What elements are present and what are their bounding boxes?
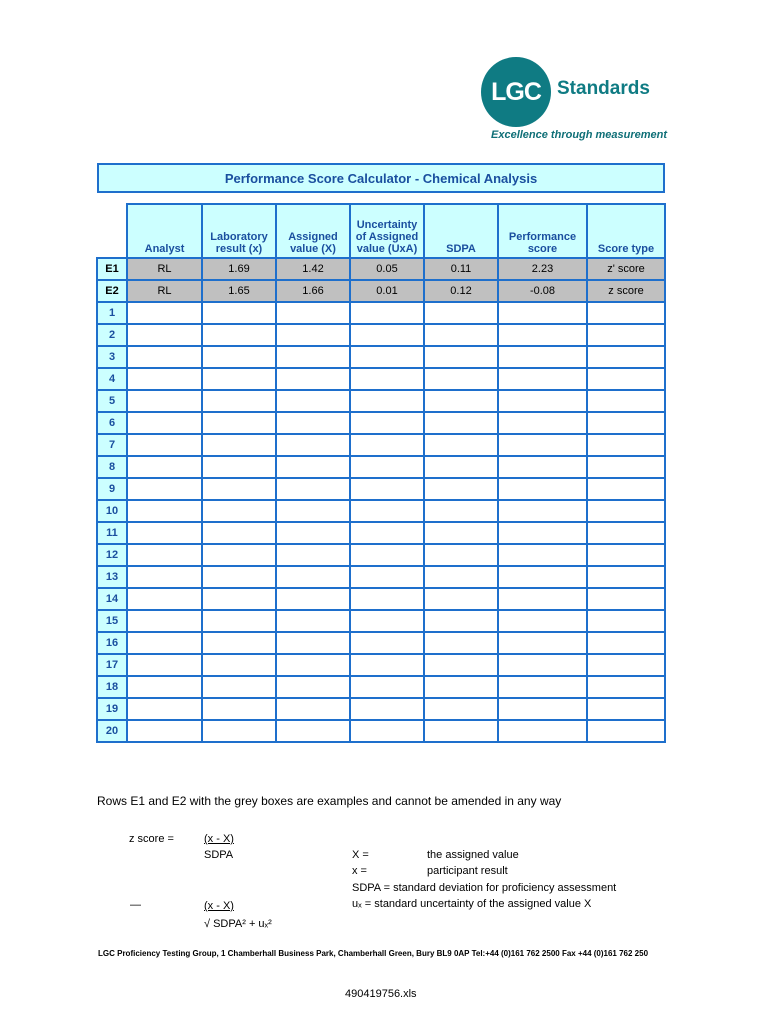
input-cell[interactable] bbox=[350, 456, 424, 478]
input-cell[interactable] bbox=[276, 544, 350, 566]
input-cell[interactable] bbox=[202, 698, 276, 720]
input-cell[interactable] bbox=[127, 654, 202, 676]
input-cell[interactable] bbox=[202, 566, 276, 588]
input-cell[interactable] bbox=[350, 632, 424, 654]
row-label: E1 bbox=[97, 258, 127, 280]
input-cell[interactable] bbox=[276, 720, 350, 742]
input-cell[interactable] bbox=[127, 302, 202, 324]
input-cell[interactable] bbox=[202, 434, 276, 456]
z-numerator: (x - X) bbox=[204, 833, 234, 845]
input-cell[interactable] bbox=[276, 412, 350, 434]
input-cell[interactable] bbox=[498, 654, 587, 676]
input-cell[interactable] bbox=[424, 412, 498, 434]
input-cell[interactable] bbox=[587, 632, 665, 654]
input-cell[interactable] bbox=[587, 566, 665, 588]
input-cell[interactable] bbox=[587, 500, 665, 522]
row-label: 13 bbox=[97, 566, 127, 588]
input-cell[interactable] bbox=[587, 478, 665, 500]
input-cell[interactable] bbox=[276, 346, 350, 368]
input-cell[interactable] bbox=[424, 610, 498, 632]
input-cell[interactable] bbox=[127, 632, 202, 654]
input-cell[interactable] bbox=[202, 478, 276, 500]
zprime-dash: — bbox=[130, 899, 141, 911]
input-cell[interactable] bbox=[127, 500, 202, 522]
input-cell[interactable] bbox=[276, 434, 350, 456]
ux-definition: uₓ = standard uncertainty of the assigned value X bbox=[352, 898, 592, 910]
input-cell[interactable] bbox=[127, 610, 202, 632]
input-cell[interactable] bbox=[276, 676, 350, 698]
input-cell[interactable] bbox=[202, 302, 276, 324]
header-performance-score: Performance score bbox=[498, 204, 587, 258]
row-label: 1 bbox=[97, 302, 127, 324]
input-cell[interactable] bbox=[276, 654, 350, 676]
row-label: 8 bbox=[97, 456, 127, 478]
table-row bbox=[97, 588, 665, 610]
row-label: 10 bbox=[97, 500, 127, 522]
input-cell[interactable] bbox=[498, 588, 587, 610]
input-cell[interactable] bbox=[202, 720, 276, 742]
input-cell[interactable] bbox=[498, 368, 587, 390]
input-cell[interactable] bbox=[587, 544, 665, 566]
input-cell[interactable] bbox=[202, 500, 276, 522]
header-score-type: Score type bbox=[587, 204, 665, 258]
input-cell[interactable] bbox=[202, 588, 276, 610]
input-cell[interactable] bbox=[498, 544, 587, 566]
footer-address: LGC Proficiency Testing Group, 1 Chamberhall Business Park, Chamberhall Green, Bury BL9 0AP Tel:+44 (0)161 762 2500 Fax +44 (0)161 762 250 bbox=[98, 949, 649, 958]
header-uncertainty: Uncertainty of Assigned value (UxA) bbox=[350, 204, 424, 258]
input-cell[interactable] bbox=[424, 434, 498, 456]
def-text: participant result bbox=[427, 865, 508, 877]
input-cell[interactable] bbox=[498, 676, 587, 698]
input-cell[interactable] bbox=[350, 412, 424, 434]
row-label: 12 bbox=[97, 544, 127, 566]
table-row bbox=[97, 566, 665, 588]
input-cell[interactable] bbox=[498, 390, 587, 412]
row-label: 2 bbox=[97, 324, 127, 346]
cell-assigned-value: 1.42 bbox=[276, 258, 350, 280]
input-cell[interactable] bbox=[127, 324, 202, 346]
input-cell[interactable] bbox=[276, 610, 350, 632]
input-cell[interactable] bbox=[587, 676, 665, 698]
corner-cell bbox=[97, 204, 127, 258]
input-cell[interactable] bbox=[350, 390, 424, 412]
input-cell[interactable] bbox=[498, 566, 587, 588]
input-cell[interactable] bbox=[350, 478, 424, 500]
input-cell[interactable] bbox=[127, 456, 202, 478]
input-cell[interactable] bbox=[127, 698, 202, 720]
row-label: 14 bbox=[97, 588, 127, 610]
input-cell[interactable] bbox=[350, 544, 424, 566]
input-cell[interactable] bbox=[498, 324, 587, 346]
input-cell[interactable] bbox=[424, 522, 498, 544]
input-cell[interactable] bbox=[127, 478, 202, 500]
cell-score-type: z' score bbox=[587, 258, 665, 280]
lgc-logo bbox=[481, 57, 551, 127]
input-cell[interactable] bbox=[424, 390, 498, 412]
input-cell[interactable] bbox=[202, 412, 276, 434]
table-row bbox=[97, 610, 665, 632]
cell-analyst: RL bbox=[127, 258, 202, 280]
input-cell[interactable] bbox=[424, 698, 498, 720]
input-cell[interactable] bbox=[276, 588, 350, 610]
input-cell[interactable] bbox=[424, 302, 498, 324]
input-cell[interactable] bbox=[498, 434, 587, 456]
input-cell[interactable] bbox=[127, 434, 202, 456]
input-cell[interactable] bbox=[498, 522, 587, 544]
input-cell[interactable] bbox=[350, 720, 424, 742]
input-cell[interactable] bbox=[202, 456, 276, 478]
input-cell[interactable] bbox=[424, 456, 498, 478]
table-row bbox=[97, 302, 665, 324]
input-cell[interactable] bbox=[276, 368, 350, 390]
input-cell[interactable] bbox=[127, 566, 202, 588]
table-row bbox=[97, 522, 665, 544]
input-cell[interactable] bbox=[350, 434, 424, 456]
z-denominator: SDPA bbox=[204, 849, 234, 861]
logo-word: Standards bbox=[557, 78, 650, 99]
row-label: 11 bbox=[97, 522, 127, 544]
sdpa-definition: SDPA = standard deviation for proficiency assessment bbox=[352, 882, 617, 894]
table-row bbox=[97, 324, 665, 346]
score-table bbox=[96, 203, 666, 743]
input-cell[interactable] bbox=[202, 324, 276, 346]
input-cell[interactable] bbox=[276, 566, 350, 588]
input-cell[interactable] bbox=[127, 412, 202, 434]
input-cell[interactable] bbox=[587, 412, 665, 434]
table-row bbox=[97, 632, 665, 654]
cell-score-type: z score bbox=[587, 280, 665, 302]
input-cell[interactable] bbox=[424, 566, 498, 588]
row-label: 20 bbox=[97, 720, 127, 742]
input-cell[interactable] bbox=[587, 456, 665, 478]
input-cell[interactable] bbox=[202, 544, 276, 566]
input-cell[interactable] bbox=[202, 390, 276, 412]
table-row bbox=[97, 456, 665, 478]
input-cell[interactable] bbox=[350, 654, 424, 676]
row-label: 15 bbox=[97, 610, 127, 632]
input-cell[interactable] bbox=[587, 346, 665, 368]
table-row bbox=[97, 654, 665, 676]
input-cell[interactable] bbox=[350, 698, 424, 720]
input-cell[interactable] bbox=[587, 610, 665, 632]
input-cell[interactable] bbox=[587, 390, 665, 412]
row-label: 3 bbox=[97, 346, 127, 368]
input-cell[interactable] bbox=[498, 632, 587, 654]
input-cell[interactable] bbox=[276, 500, 350, 522]
row-label: 5 bbox=[97, 390, 127, 412]
input-cell[interactable] bbox=[276, 698, 350, 720]
cell-performance-score: -0.08 bbox=[498, 280, 587, 302]
example-row bbox=[97, 280, 665, 302]
cell-uncertainty: 0.05 bbox=[350, 258, 424, 280]
cell-lab-result: 1.65 bbox=[202, 280, 276, 302]
input-cell[interactable] bbox=[202, 368, 276, 390]
header-sdpa: SDPA bbox=[424, 204, 498, 258]
input-cell[interactable] bbox=[587, 368, 665, 390]
table-row bbox=[97, 434, 665, 456]
input-cell[interactable] bbox=[350, 566, 424, 588]
row-label: 18 bbox=[97, 676, 127, 698]
cell-sdpa: 0.11 bbox=[424, 258, 498, 280]
input-cell[interactable] bbox=[127, 346, 202, 368]
input-cell[interactable] bbox=[350, 610, 424, 632]
input-cell[interactable] bbox=[276, 478, 350, 500]
input-cell[interactable] bbox=[424, 544, 498, 566]
input-cell[interactable] bbox=[498, 610, 587, 632]
row-label: 7 bbox=[97, 434, 127, 456]
def-text: the assigned value bbox=[427, 849, 519, 861]
input-cell[interactable] bbox=[127, 522, 202, 544]
input-cell[interactable] bbox=[350, 588, 424, 610]
input-cell[interactable] bbox=[498, 346, 587, 368]
input-cell[interactable] bbox=[498, 302, 587, 324]
input-cell[interactable] bbox=[276, 456, 350, 478]
cell-lab-result: 1.69 bbox=[202, 258, 276, 280]
input-cell[interactable] bbox=[587, 324, 665, 346]
input-cell[interactable] bbox=[498, 500, 587, 522]
input-cell[interactable] bbox=[127, 368, 202, 390]
input-cell[interactable] bbox=[127, 544, 202, 566]
input-cell[interactable] bbox=[350, 324, 424, 346]
page-title bbox=[97, 163, 665, 193]
def-symbol: X = bbox=[352, 849, 369, 861]
table-row bbox=[97, 368, 665, 390]
input-cell[interactable] bbox=[498, 412, 587, 434]
cell-assigned-value: 1.66 bbox=[276, 280, 350, 302]
file-name: 490419756.xls bbox=[345, 988, 417, 1000]
table-row bbox=[97, 390, 665, 412]
input-cell[interactable] bbox=[424, 676, 498, 698]
input-cell[interactable] bbox=[587, 654, 665, 676]
input-cell[interactable] bbox=[127, 720, 202, 742]
input-cell[interactable] bbox=[350, 500, 424, 522]
row-label: 17 bbox=[97, 654, 127, 676]
table-row bbox=[97, 676, 665, 698]
table-row bbox=[97, 698, 665, 720]
input-cell[interactable] bbox=[202, 654, 276, 676]
example-row bbox=[97, 258, 665, 280]
header-lab-result: Laboratory result (x) bbox=[202, 204, 276, 258]
table-row bbox=[97, 346, 665, 368]
row-label: 19 bbox=[97, 698, 127, 720]
input-cell[interactable] bbox=[202, 676, 276, 698]
tagline: Excellence through measurement bbox=[491, 129, 668, 141]
row-label: 4 bbox=[97, 368, 127, 390]
input-cell[interactable] bbox=[498, 698, 587, 720]
input-cell[interactable] bbox=[350, 522, 424, 544]
input-cell[interactable] bbox=[202, 522, 276, 544]
input-cell[interactable] bbox=[350, 676, 424, 698]
input-cell[interactable] bbox=[127, 390, 202, 412]
def-symbol: x = bbox=[352, 865, 367, 877]
z-score-label: z score = bbox=[129, 833, 174, 845]
table-row bbox=[97, 500, 665, 522]
input-cell[interactable] bbox=[350, 368, 424, 390]
row-label: 16 bbox=[97, 632, 127, 654]
input-cell[interactable] bbox=[424, 720, 498, 742]
input-cell[interactable] bbox=[587, 522, 665, 544]
input-cell[interactable] bbox=[587, 302, 665, 324]
cell-sdpa: 0.12 bbox=[424, 280, 498, 302]
input-cell[interactable] bbox=[424, 346, 498, 368]
input-cell[interactable] bbox=[424, 588, 498, 610]
input-cell[interactable] bbox=[587, 588, 665, 610]
title-text: Performance Score Calculator - Chemical Analysis bbox=[224, 170, 538, 186]
zprime-numerator: (x - X) bbox=[204, 900, 234, 912]
input-cell[interactable] bbox=[424, 368, 498, 390]
input-cell[interactable] bbox=[350, 346, 424, 368]
row-label: 6 bbox=[97, 412, 127, 434]
table-row bbox=[97, 720, 665, 742]
input-cell[interactable] bbox=[350, 302, 424, 324]
header-row bbox=[97, 204, 665, 258]
input-cell[interactable] bbox=[276, 390, 350, 412]
input-cell[interactable] bbox=[498, 456, 587, 478]
input-cell[interactable] bbox=[498, 478, 587, 500]
cell-analyst: RL bbox=[127, 280, 202, 302]
input-cell[interactable] bbox=[202, 610, 276, 632]
zprime-denominator: √ SDPA² + uₓ² bbox=[204, 918, 272, 930]
input-cell[interactable] bbox=[498, 720, 587, 742]
input-cell[interactable] bbox=[424, 500, 498, 522]
input-cell[interactable] bbox=[424, 632, 498, 654]
cell-uncertainty: 0.01 bbox=[350, 280, 424, 302]
input-cell[interactable] bbox=[424, 478, 498, 500]
input-cell[interactable] bbox=[127, 676, 202, 698]
input-cell[interactable] bbox=[202, 346, 276, 368]
row-label: E2 bbox=[97, 280, 127, 302]
header-analyst: Analyst bbox=[127, 204, 202, 258]
header-assigned-value: Assigned value (X) bbox=[276, 204, 350, 258]
cell-performance-score: 2.23 bbox=[498, 258, 587, 280]
table-row bbox=[97, 412, 665, 434]
input-cell[interactable] bbox=[424, 654, 498, 676]
logo-mark: LGC bbox=[491, 77, 541, 106]
table-row bbox=[97, 478, 665, 500]
table-row bbox=[97, 544, 665, 566]
input-cell[interactable] bbox=[127, 588, 202, 610]
input-cell[interactable] bbox=[587, 720, 665, 742]
examples-note: Rows E1 and E2 with the grey boxes are examples and cannot be amended in any way bbox=[97, 794, 562, 808]
input-cell[interactable] bbox=[202, 632, 276, 654]
input-cell[interactable] bbox=[276, 302, 350, 324]
input-cell[interactable] bbox=[276, 632, 350, 654]
input-cell[interactable] bbox=[587, 434, 665, 456]
input-cell[interactable] bbox=[587, 698, 665, 720]
row-label: 9 bbox=[97, 478, 127, 500]
input-cell[interactable] bbox=[276, 522, 350, 544]
input-cell[interactable] bbox=[276, 324, 350, 346]
input-cell[interactable] bbox=[424, 324, 498, 346]
